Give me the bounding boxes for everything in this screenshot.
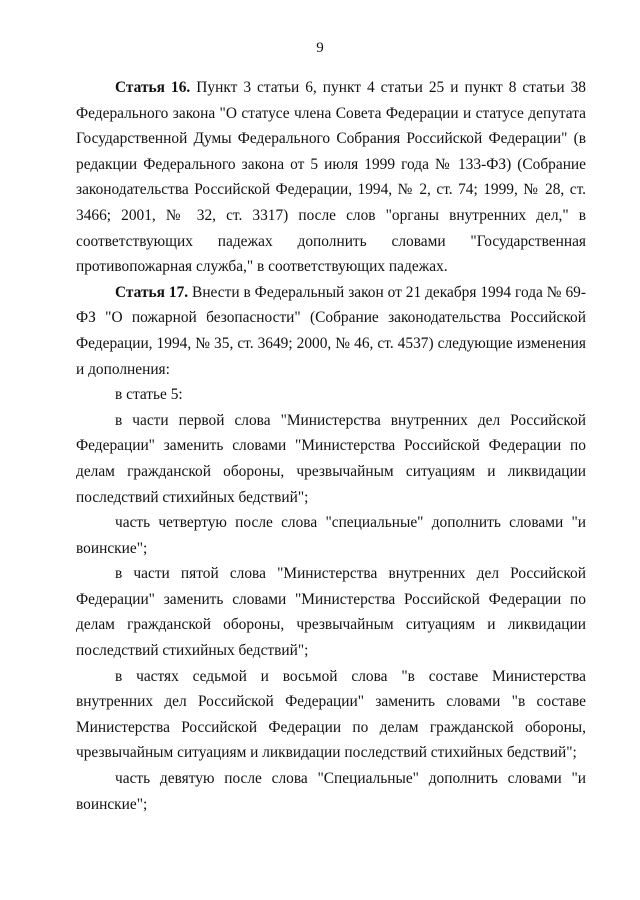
article-17-heading: Статья 17. [115,283,189,301]
amendment-part-4-paragraph [76,510,586,561]
amendment-part-5-paragraph [76,561,586,663]
amendment-intro-text: в статье 5: [115,386,183,404]
article-16-paragraph [76,75,586,280]
amendment-part-5-text: в части пятой слова "Министерства внутренних дел Российской Федерации" заменить словами "Министерства Российской Федерации по делам гражданской обороны, чрезвычайным ситуациям и ликвидации последствий стихийных бедствий"; [76,565,586,660]
amendment-parts-7-8-paragraph [76,664,586,766]
article-16-heading: Статья 16. [115,79,191,96]
article-17-text: Внести в Федеральный закон от 21 декабря 1994 года № 69-ФЗ "О пожарной безопасности" (Собрание законодательства Российской Федерации, 1994, № 35, ст. 3649; 2000, № 46, ст. 4537) следующие изменения и дополнения: [76,283,586,378]
page-number: 9 [316,40,324,56]
amendment-part-9-paragraph [76,766,586,817]
article-17-paragraph [76,280,586,382]
amendment-intro-paragraph [76,382,586,408]
amendment-part-1-paragraph [76,408,586,510]
amendment-part-4-text: часть четвертую после слова "специальные" дополнить словами "и воинские"; [76,514,586,557]
amendment-part-1-text: в части первой слова "Министерства внутренних дел Российской Федерации" заменить словами "Министерства Российской Федерации по делам гражданской обороны, чрезвычайным ситуациям и ликвидации последствий стихийных бедствий"; [76,411,586,506]
amendment-parts-7-8-text: в частях седьмой и восьмой слова "в составе Министерства внутренних дел Российской Федерации" заменить словами "в составе Министерства Российской Федерации по делам гражданской обороны, чрезвычайным ситуациям и ликвидации последствий стихийных бедствий"; [76,667,586,762]
amendment-part-9-text: часть девятую после слова "Специальные" дополнить словами "и воинские"; [76,770,586,813]
article-16-text: Пункт 3 статьи 6, пункт 4 статьи 25 и пункт 8 статьи 38 Федерального закона "О статусе члена Совета Федерации и статусе депутата Государственной Думы Федерального Собрания Российской Федерации" (в редакции Федерального закона от 5 июля 1999 года № 133-ФЗ) (Собрание законодательства Российской Федерации, 1994, № 2, ст. 74; 1999, № 28, ст. 3466; 2001, № 32, ст. 3317) после слов "органы внутренних дел," в соответствующих падежах дополнить словами "Государственная противопожарная служба," в соответствующих падежах. [76,79,586,276]
document-body [76,75,586,817]
